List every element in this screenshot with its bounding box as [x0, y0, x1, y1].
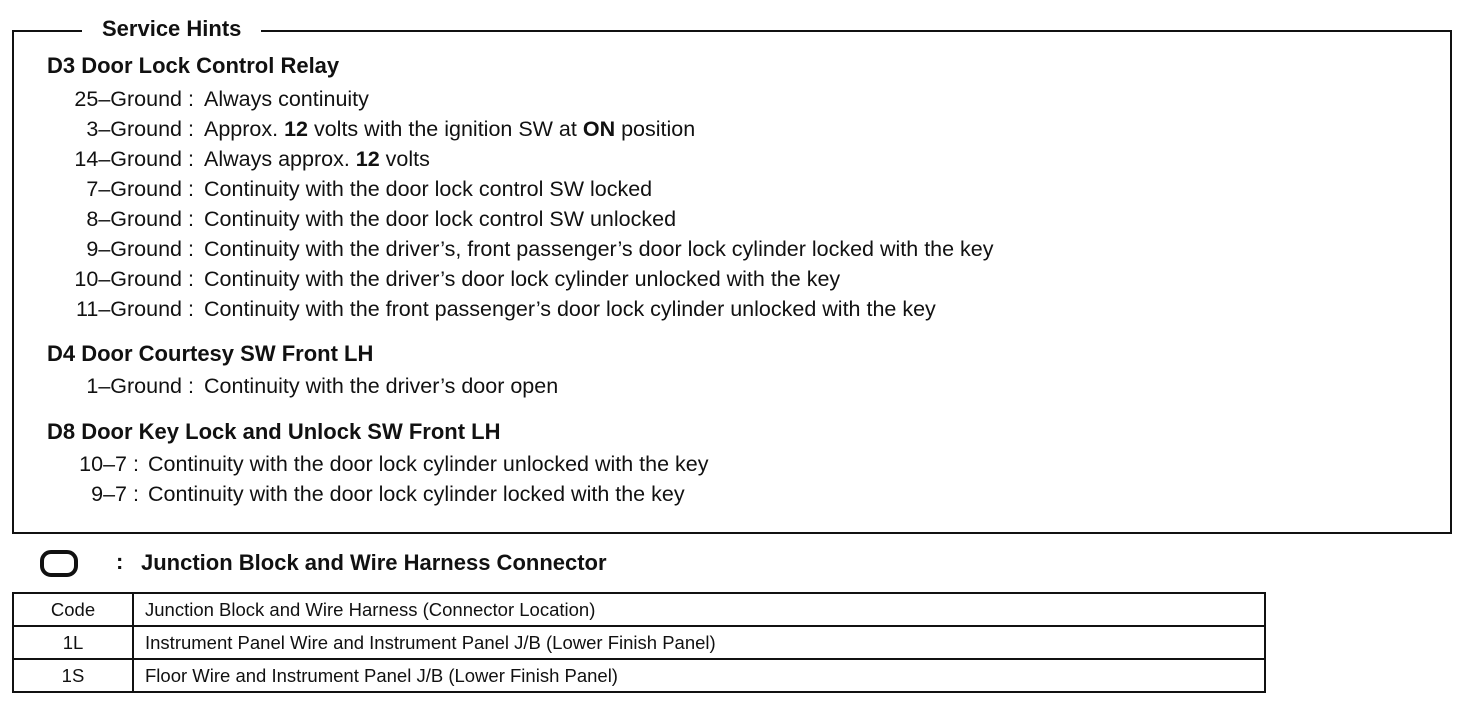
hint-description: Approx. 12 volts with the ignition SW at ON position: [204, 117, 696, 141]
table-cell-code: 1S: [13, 659, 133, 692]
hint-separator: :: [188, 87, 194, 111]
hint-description: Continuity with the door lock cylinder unlocked with the key: [148, 452, 709, 476]
hint-separator: :: [188, 147, 194, 171]
table-header-code: Code: [13, 593, 133, 626]
hint-pin: 14–Ground: [74, 147, 182, 171]
hint-row: [0, 480, 1472, 508]
connector-symbol-icon: [40, 550, 78, 577]
hint-description: Always approx. 12 volts: [204, 147, 430, 171]
hint-description: Continuity with the front passenger’s door lock cylinder unlocked with the key: [204, 297, 936, 321]
section-heading-d4: D4 Door Courtesy SW Front LH: [47, 341, 374, 366]
section-heading-d8: D8 Door Key Lock and Unlock SW Front LH: [47, 419, 501, 444]
table-row: [13, 659, 1265, 692]
hint-row: [0, 295, 1472, 323]
hint-pin: 9–Ground: [86, 237, 182, 261]
hint-pin: 7–Ground: [86, 177, 182, 201]
legend-label: Junction Block and Wire Harness Connector: [141, 550, 607, 575]
hint-separator: :: [188, 117, 194, 141]
hint-separator: :: [188, 177, 194, 201]
hint-pin: 25–Ground: [74, 87, 182, 111]
hint-row: [0, 115, 1472, 143]
hint-pin: 9–7: [91, 482, 127, 506]
hint-row: [0, 85, 1472, 113]
service-hints-title: Service Hints: [82, 15, 261, 43]
hint-separator: :: [188, 374, 194, 398]
hint-description: Continuity with the door lock control SW locked: [204, 177, 653, 201]
table-row: [13, 626, 1265, 659]
hint-description: Continuity with the door lock cylinder locked with the key: [148, 482, 685, 506]
hint-pin: 10–7: [79, 452, 127, 476]
hint-separator: :: [133, 482, 139, 506]
hint-description: Continuity with the driver’s door lock cylinder unlocked with the key: [204, 267, 841, 291]
hint-pin: 11–Ground: [76, 297, 182, 321]
hint-pin: 3–Ground: [86, 117, 182, 141]
hint-separator: :: [188, 267, 194, 291]
hint-row: [0, 175, 1472, 203]
hint-row: [0, 235, 1472, 263]
table-header-name: Junction Block and Wire Harness (Connector Location): [133, 593, 1265, 626]
hint-pin: 10–Ground: [74, 267, 182, 291]
hint-pin: 8–Ground: [86, 207, 182, 231]
table-header-row: [13, 593, 1265, 626]
table-cell-name: Floor Wire and Instrument Panel J/B (Lower Finish Panel): [133, 659, 1265, 692]
table-cell-code: 1L: [13, 626, 133, 659]
hint-separator: :: [188, 237, 194, 261]
hint-description: Continuity with the door lock control SW unlocked: [204, 207, 677, 231]
table-cell-name: Instrument Panel Wire and Instrument Panel J/B (Lower Finish Panel): [133, 626, 1265, 659]
legend-colon: :: [116, 549, 124, 574]
section-heading-d3: D3 Door Lock Control Relay: [47, 53, 340, 78]
hint-description: Always continuity: [204, 87, 369, 111]
junction-block-table: [12, 592, 1266, 693]
hint-description: Continuity with the driver’s door open: [204, 374, 559, 398]
hint-description: Continuity with the driver’s, front passenger’s door lock cylinder locked with the key: [204, 237, 994, 261]
hint-pin: 1–Ground: [86, 374, 182, 398]
hint-row: [0, 265, 1472, 293]
hint-separator: :: [188, 297, 194, 321]
hint-row: [0, 450, 1472, 478]
hint-separator: :: [133, 452, 139, 476]
hint-row: [0, 145, 1472, 173]
hint-row: [0, 372, 1472, 400]
hint-row: [0, 205, 1472, 233]
hint-separator: :: [188, 207, 194, 231]
